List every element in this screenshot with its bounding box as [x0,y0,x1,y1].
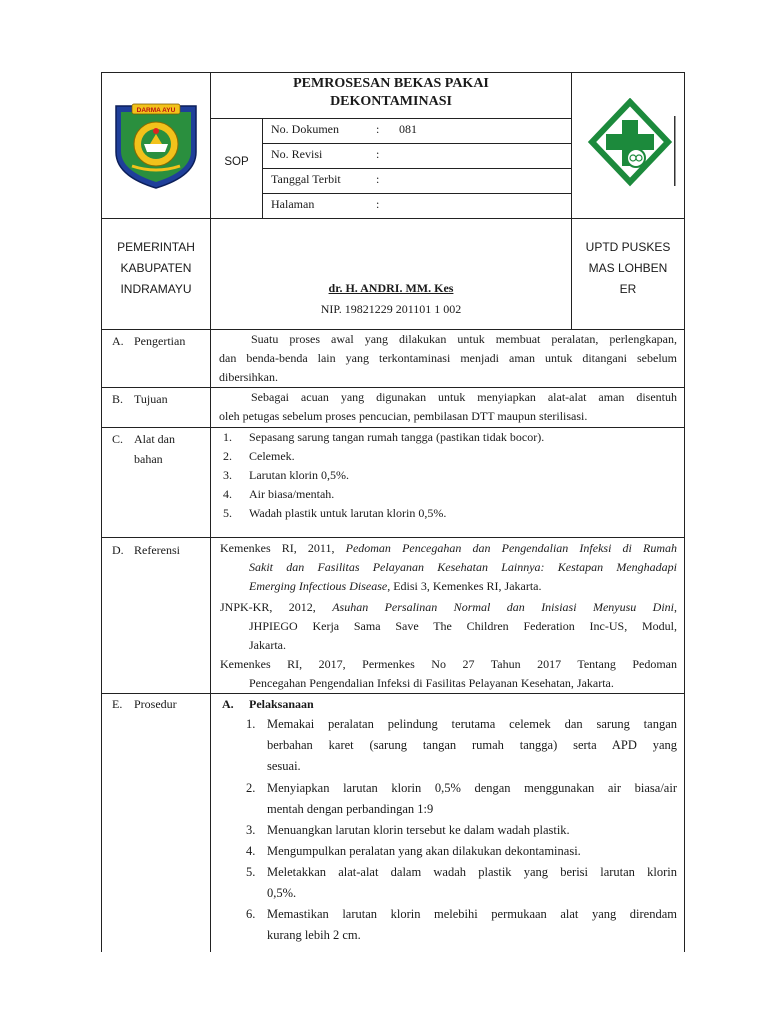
logo-banner-text: DARMA AYU [136,107,176,114]
indramayu-logo [110,100,202,190]
reference-2-cont: JHPIEGO Kerja Sama Save The Children Federation Inc-US, Modul, [249,619,677,633]
right-org-line: UPTD PUSKES [585,240,671,254]
section-text-line: Sebagai acuan yang digunakan untuk menyiapkan alat-alat aman disentuh [251,390,677,404]
section-text-line: dibersihkan. [219,370,278,384]
subsection-letter: A. [222,697,234,711]
reference-3: Kemenkes RI, 2017, Permenkes No 27 Tahun 2017 Tentang Pedoman [220,657,677,671]
section-label: bahan [134,452,163,466]
doc-field-sep: : [376,172,380,186]
subsection-title: Pelaksanaan [249,697,314,711]
section-letter: E. [112,697,123,711]
document-title [211,75,571,111]
section-label: Tujuan [134,392,168,406]
reference-2: JNPK-KR, 2012, Asuhan Persalinan Normal dan Inisiasi Menyusu Dini, [220,600,678,614]
reference-1-cont: Emerging Infectious Disease, Edisi 3, Kemenkes RI, Jakarta. [249,579,542,593]
section-text-line: oleh petugas sebelum proses pencucian, pembilasan DTT maupun sterilisasi. [219,409,588,423]
doc-field-label: Tanggal Terbit [271,172,341,186]
section-label: Prosedur [134,697,177,711]
title-line-2: DEKONTAMINASI [330,94,452,109]
doc-field-sep: : [376,122,380,136]
section-text-line: Suatu proses awal yang dilakukan untuk membuat peralatan, perlengkapan, [251,332,677,346]
signatory-nip: NIP. 19821229 201101 1 002 [320,302,462,316]
section-letter: A. [112,334,124,348]
reference-1: Kemenkes RI, 2011, Pedoman Pencegahan dan Pengendalian Infeksi di Rumah [220,541,677,555]
reference-3-cont: Pencegahan Pengendalian Infeksi di Fasilitas Pelayanan Kesehatan, Jakarta. [249,676,614,690]
section-letter: B. [112,392,124,406]
doc-field-label: No. Revisi [271,147,323,161]
doc-field-sep: : [376,197,380,211]
reference-1-cont: Sakit dan Fasilitas Pelayanan Kesehatan Lainnya: Kestapan Menghadapi [249,560,677,574]
section-letter: D. [112,543,124,557]
section-text-line: dan benda-benda lain yang terkontaminasi menjadi aman untuk ditangani sebelum [219,351,677,365]
left-org-line: INDRAMAYU [120,282,192,296]
puskesmas-logo [584,98,678,190]
doc-field-value: 081 [399,122,417,136]
sop-label: SOP [224,156,249,168]
section-label: Pengertian [134,334,186,348]
title-line-1: PEMROSESAN BEKAS PAKAI [293,76,489,91]
doc-field-sep: : [376,147,380,161]
reference-2-cont: Jakarta. [249,638,286,652]
signatory-name: dr. H. ANDRI. MM. Kes [328,281,454,295]
right-org-line: ER [619,282,637,296]
right-organization [572,237,684,300]
section-letter: C. [112,432,124,446]
doc-field-label: No. Dokumen [271,122,339,136]
section-label: Alat dan [134,432,175,446]
left-org-line: KABUPATEN [120,261,192,275]
section-label: Referensi [134,543,180,557]
right-org-line: MAS LOHBEN [588,261,668,275]
left-organization [102,237,210,300]
doc-field-label: Halaman [271,197,315,211]
left-org-line: PEMERINTAH [117,240,195,254]
